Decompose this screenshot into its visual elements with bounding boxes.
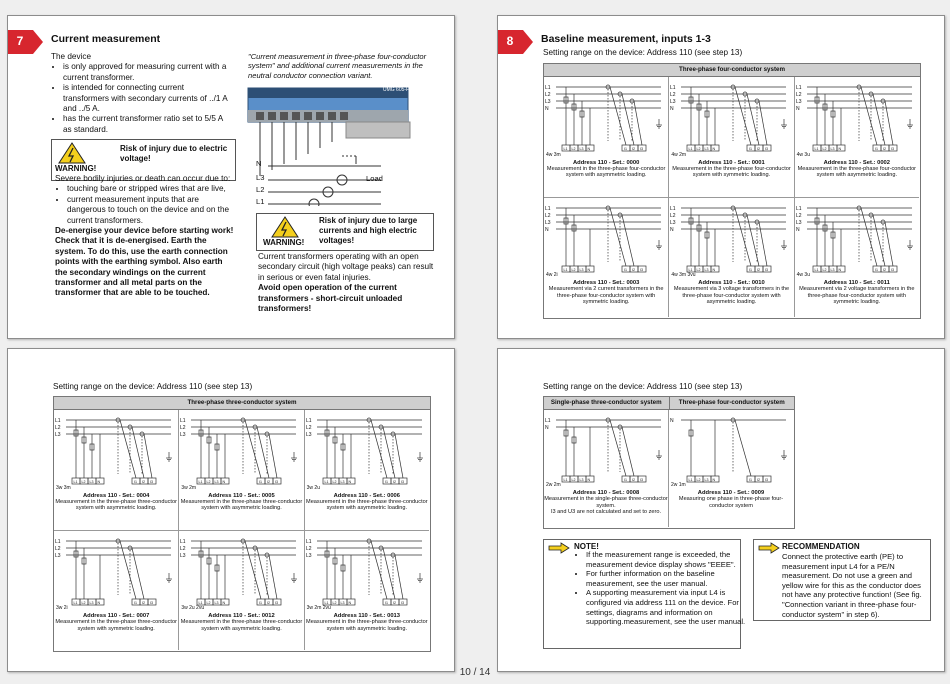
wire-label: L3 bbox=[256, 173, 265, 182]
terminal-label: L3 bbox=[704, 147, 709, 151]
line-label: L3 bbox=[305, 552, 312, 559]
terminal-label: I2 bbox=[142, 600, 145, 605]
line-label: L3 bbox=[795, 99, 802, 105]
terminal-label: L1 bbox=[563, 147, 568, 151]
line-label: L2 bbox=[55, 425, 61, 431]
terminal-label: N bbox=[222, 480, 226, 484]
terminal-label: I2 bbox=[267, 600, 271, 605]
wiring-code: 3w 2m 2vu bbox=[306, 605, 331, 611]
wiring-diagram bbox=[669, 79, 792, 159]
terminal-label: I2 bbox=[632, 147, 635, 151]
terminal-label: N bbox=[97, 600, 101, 605]
wiring-grid bbox=[54, 410, 430, 651]
terminal-label: I3 bbox=[150, 600, 153, 605]
wiring-table bbox=[543, 63, 921, 319]
terminal-label: I1 bbox=[624, 147, 627, 151]
line-label: L1 bbox=[795, 85, 802, 91]
wiring-cell bbox=[795, 198, 919, 318]
terminal-label: I3 bbox=[765, 478, 768, 482]
address-setting: Address 110 - Set.: 0007 bbox=[82, 613, 150, 619]
wiring-code: 3w 2i bbox=[56, 605, 68, 611]
terminal-label: L2 bbox=[332, 600, 337, 605]
wiring-cell bbox=[669, 198, 794, 318]
terminal-label: L1 bbox=[688, 267, 693, 272]
line-label: L3 bbox=[795, 219, 802, 226]
line-label: L2 bbox=[180, 545, 186, 552]
terminal-label: I1 bbox=[874, 267, 878, 272]
manual-page-9 bbox=[7, 348, 455, 672]
line-label: L3 bbox=[670, 99, 676, 105]
manual-page-7 bbox=[7, 15, 455, 339]
page-number: 10 / 14 bbox=[459, 667, 491, 678]
wiring-cell bbox=[544, 198, 669, 318]
line-label: L1 bbox=[545, 85, 551, 91]
terminal-label: L1 bbox=[198, 480, 203, 484]
wiring-diagram bbox=[795, 200, 918, 280]
terminal-label: I3 bbox=[640, 267, 643, 272]
terminal-label: I1 bbox=[134, 600, 137, 605]
terminal-label: I2 bbox=[392, 480, 396, 484]
terminal-label: L2 bbox=[81, 480, 86, 484]
note-list bbox=[574, 550, 746, 627]
terminal-label: L3 bbox=[89, 600, 94, 605]
terminal-label: I1 bbox=[749, 478, 752, 482]
setting-range-text: Setting range on the device: Address 110 (see step 13) bbox=[543, 382, 743, 391]
wiring-cell bbox=[305, 410, 429, 531]
wiring-cell bbox=[544, 410, 669, 527]
terminal-label: L3 bbox=[340, 600, 345, 605]
terminal-label: N bbox=[348, 480, 351, 484]
address-setting: Address 110 - Set.: 0005 bbox=[208, 492, 275, 499]
line-label: L1 bbox=[795, 205, 802, 212]
terminal-label: I2 bbox=[757, 478, 760, 482]
wiring-caption bbox=[795, 280, 919, 306]
address-setting: Address 110 - Set.: 0002 bbox=[823, 159, 891, 166]
wiring-code: 3w 2u 2vu bbox=[181, 605, 205, 611]
terminal-label: L3 bbox=[579, 267, 584, 272]
terminal-label: I3 bbox=[400, 480, 404, 484]
terminal-label: L3 bbox=[830, 267, 835, 272]
wiring-code: 4w 3m bbox=[546, 151, 561, 158]
warning-body: Severe bodily injuries or death can occur due to: bbox=[55, 174, 231, 183]
line-label: N bbox=[545, 226, 549, 233]
line-label: L3 bbox=[180, 432, 186, 438]
terminal-label: I2 bbox=[632, 267, 635, 272]
wiring-extra-note: I3 and U3 are not calculated and set to zero. bbox=[550, 509, 662, 516]
terminal-label: N bbox=[587, 267, 591, 272]
line-label: L1 bbox=[55, 538, 61, 545]
wire-label: L2 bbox=[256, 185, 265, 194]
table-header: Three-phase four-conductor system bbox=[544, 64, 920, 77]
wiring-caption bbox=[179, 613, 303, 632]
wiring-diagram bbox=[544, 200, 667, 280]
wiring-diagram bbox=[795, 79, 918, 159]
terminal-label: L3 bbox=[579, 147, 584, 151]
wiring-grid bbox=[544, 410, 794, 528]
wiring-code: 4w 3m 3vu bbox=[671, 272, 696, 278]
list-item: • For further information on the baseline measurement, see the user manual. bbox=[586, 569, 746, 588]
wire-label: N bbox=[256, 159, 262, 168]
terminal-label: I1 bbox=[874, 147, 878, 151]
terminal-label: L2 bbox=[81, 600, 86, 605]
setting-range-text: Setting range on the device: Address 110 (see step 13) bbox=[53, 382, 253, 391]
list-item: • is only approved for measuring current with a current transformer. bbox=[63, 62, 231, 83]
step-badge bbox=[7, 30, 45, 54]
warning-instruction: De-energise your device before starting work! Check that it is de-energised. Earth the system. To do this, use the earth connection points with the earthing symbol. Also earth the secondary windings on the current transformer and all metal parts on the transformer that are able to be touched. bbox=[55, 226, 234, 298]
terminal-label: I1 bbox=[749, 147, 753, 151]
table-header-left: Single-phase three-conductor system bbox=[544, 397, 670, 410]
terminal-label: N bbox=[838, 147, 841, 151]
terminal-label: L3 bbox=[704, 478, 709, 482]
manual-page-10 bbox=[497, 348, 945, 672]
terminal-label: I3 bbox=[765, 267, 769, 272]
terminal-label: N bbox=[222, 600, 226, 605]
wiring-description: Measurement in the three-phase three-conductor system with asymmetric loading. bbox=[306, 498, 428, 512]
wiring-diagram bbox=[305, 533, 428, 613]
wiring-diagram bbox=[544, 412, 667, 490]
line-label: L1 bbox=[55, 418, 61, 424]
list-item: • has the current transformer ratio set to 5/5 A as standard. bbox=[63, 114, 231, 135]
terminal-label: I3 bbox=[150, 480, 153, 484]
address-setting: Address 110 - Set.: 0013 bbox=[333, 613, 401, 619]
terminal-label: L2 bbox=[822, 147, 827, 151]
wiring-table bbox=[53, 396, 431, 652]
terminal-label: I1 bbox=[134, 480, 137, 484]
wiring-code: 3w 3m bbox=[56, 484, 71, 491]
wiring-description: Measurement in the single-phase three-conductor system. bbox=[544, 496, 668, 509]
wiring-cell bbox=[669, 77, 794, 198]
terminal-label: L2 bbox=[696, 267, 701, 272]
wiring-cell bbox=[669, 410, 793, 527]
wiring-code: 4w 3u bbox=[796, 151, 810, 158]
terminal-label: I2 bbox=[757, 267, 761, 272]
address-setting: Address 110 - Set.: 0003 bbox=[572, 280, 640, 286]
line-label: L3 bbox=[305, 432, 312, 438]
address-setting: Address 110 - Set.: 0012 bbox=[208, 613, 275, 619]
wiring-diagram bbox=[305, 412, 428, 492]
load-label: Load bbox=[366, 174, 383, 183]
step-number: 7 bbox=[16, 34, 24, 48]
wiring-caption bbox=[669, 490, 793, 509]
wiring-description: Measurement in the three-phase three-conductor system with asymmetric loading. bbox=[306, 619, 428, 632]
list-item: • is intended for connecting current transformers with secondary currents of ../1 A and ../5 A. bbox=[63, 83, 231, 114]
terminal-label: L1 bbox=[73, 480, 78, 484]
address-setting: Address 110 - Set.: 0010 bbox=[698, 280, 765, 286]
recommendation-label: RECOMMENDATION bbox=[782, 542, 860, 551]
device-intro-block bbox=[51, 52, 231, 135]
wiring-description: Measurement in the three-phase four-conductor system with asymmetric loading. bbox=[546, 165, 666, 179]
terminal-label: L2 bbox=[332, 480, 337, 484]
terminal-label: N bbox=[97, 480, 101, 484]
line-label: L1 bbox=[180, 538, 186, 545]
wiring-caption bbox=[544, 280, 668, 306]
wiring-code: 3w 2m bbox=[181, 484, 197, 491]
page-title: Baseline measurement, inputs 1-3 bbox=[541, 33, 711, 45]
page-title: Current measurement bbox=[51, 33, 161, 45]
terminal-label: I2 bbox=[632, 478, 635, 482]
line-label: L1 bbox=[670, 205, 676, 212]
terminal-label: L2 bbox=[206, 600, 211, 605]
list-item: • current measurement inputs that are dangerous to touch on the device and on the current transformers. bbox=[67, 195, 237, 226]
wiring-grid bbox=[544, 77, 920, 318]
wiring-caption bbox=[305, 613, 429, 632]
line-label: L2 bbox=[670, 212, 676, 219]
terminal-label: L3 bbox=[704, 267, 709, 272]
device-intro: The device bbox=[51, 52, 92, 61]
wiring-code: 4w 3u bbox=[796, 272, 810, 278]
terminal-label: N bbox=[838, 267, 841, 272]
setting-range-text: Setting range on the device: Address 110 (see step 13) bbox=[543, 48, 743, 57]
line-label: L3 bbox=[545, 99, 551, 105]
list-item: • touching bare or stripped wires that are live, bbox=[67, 184, 237, 194]
wiring-caption bbox=[669, 280, 793, 306]
terminal-label: I1 bbox=[624, 267, 627, 272]
line-label: L2 bbox=[545, 92, 551, 98]
terminal-label: L1 bbox=[688, 478, 693, 482]
wiring-table bbox=[543, 396, 795, 529]
terminal-label: L3 bbox=[214, 600, 219, 605]
terminal-label: L2 bbox=[696, 147, 701, 151]
line-label: L2 bbox=[305, 545, 312, 552]
terminal-label: I2 bbox=[267, 480, 271, 484]
line-label: L1 bbox=[670, 85, 676, 91]
terminal-label: L2 bbox=[206, 480, 211, 484]
wiring-caption bbox=[544, 490, 668, 516]
wiring-diagram bbox=[669, 412, 792, 490]
address-setting: Address 110 - Set.: 0011 bbox=[823, 280, 890, 286]
terminal-label: I2 bbox=[882, 147, 886, 151]
address-setting: Address 110 - Set.: 0004 bbox=[82, 492, 150, 499]
terminal-label: I3 bbox=[890, 147, 894, 151]
line-label: L1 bbox=[545, 418, 551, 424]
terminal-label: I3 bbox=[765, 147, 769, 151]
warning-triangle-icon bbox=[58, 142, 86, 164]
warning-triangle-icon bbox=[271, 216, 299, 238]
line-label: L1 bbox=[545, 205, 551, 212]
address-setting: Address 110 - Set.: 0001 bbox=[698, 159, 765, 166]
terminal-label: I1 bbox=[749, 267, 753, 272]
wiring-code: 2w 2m bbox=[546, 482, 561, 488]
wiring-caption bbox=[795, 160, 919, 179]
terminal-label: L1 bbox=[73, 600, 78, 605]
step-badge bbox=[497, 30, 535, 54]
line-label: L2 bbox=[55, 545, 61, 552]
terminal-label: I3 bbox=[640, 478, 643, 482]
wiring-description: Measurement via 3 voltage transformers in the three-phase four-conductor system with asymmetric loading. bbox=[673, 286, 790, 306]
wiring-code: 4w 2m bbox=[671, 151, 687, 158]
warning-label: WARNING! bbox=[263, 238, 305, 247]
wiring-description: Measurement in the three-phase three-conductor system with asymmetric loading. bbox=[180, 498, 303, 512]
terminal-label: I1 bbox=[259, 600, 263, 605]
wiring-description: Measurement in the three-phase three-conductor system with asymmetric loading. bbox=[180, 619, 303, 632]
line-label: L2 bbox=[180, 425, 186, 431]
line-label: N bbox=[545, 425, 549, 431]
terminal-label: L2 bbox=[571, 478, 576, 482]
wiring-description: Measurement in the three-phase three-conductor system with asymmetric loading. bbox=[55, 498, 177, 512]
terminal-label: I3 bbox=[275, 600, 279, 605]
wiring-diagram bbox=[179, 412, 302, 492]
warning-body-block bbox=[55, 174, 237, 299]
address-setting: Address 110 - Set.: 0009 bbox=[697, 490, 765, 496]
terminal-label: L1 bbox=[198, 600, 203, 605]
terminal-label: N bbox=[712, 147, 716, 151]
wiring-cell bbox=[179, 410, 304, 531]
terminal-label: L3 bbox=[579, 478, 584, 482]
terminal-label: L3 bbox=[214, 480, 219, 484]
terminal-label: L2 bbox=[696, 478, 701, 482]
terminal-label: L1 bbox=[814, 147, 819, 151]
wiring-diagram bbox=[544, 79, 667, 159]
terminal-label: N bbox=[348, 600, 351, 605]
terminal-label: L1 bbox=[324, 600, 329, 605]
wiring-caption bbox=[544, 160, 668, 179]
terminal-label: I3 bbox=[640, 147, 643, 151]
line-label: N bbox=[795, 106, 800, 112]
terminal-label: I3 bbox=[890, 267, 894, 272]
terminal-label: L3 bbox=[89, 480, 94, 484]
wiring-caption bbox=[179, 493, 303, 512]
wiring-cell bbox=[179, 531, 304, 651]
figure-quote: "Current measurement in three-phase four-conductor system" and additional current measurements in the neutral conductor connection variant. bbox=[248, 52, 427, 80]
terminal-label: N bbox=[712, 267, 716, 272]
wiring-caption bbox=[669, 160, 793, 179]
table-header-right: Three-phase four-conductor system bbox=[670, 397, 795, 410]
wiring-description: Measurement via 2 voltage transformers in the three-phase four-conductor system with symmetric loading. bbox=[799, 286, 915, 306]
wiring-code: 3w 2u bbox=[306, 484, 320, 491]
note-box bbox=[543, 539, 746, 649]
line-label: L3 bbox=[670, 219, 676, 226]
wiring-cell bbox=[54, 531, 179, 651]
pointing-hand-icon bbox=[548, 542, 570, 554]
wiring-cell bbox=[305, 531, 429, 651]
line-label: L3 bbox=[55, 432, 61, 438]
line-label: L2 bbox=[670, 92, 676, 98]
warning-label: WARNING! bbox=[55, 164, 97, 173]
line-label: L1 bbox=[305, 538, 312, 545]
pointing-hand-icon bbox=[758, 542, 780, 554]
wire-label: L1 bbox=[256, 197, 265, 206]
step-number: 8 bbox=[506, 34, 514, 48]
line-label: L1 bbox=[180, 418, 186, 424]
current-measurement-figure bbox=[246, 86, 451, 206]
warning-body: Current transformers operating with an open secondary circuit (high voltage peaks) can result in serious or even fatal injuries. bbox=[258, 252, 434, 282]
line-label: L2 bbox=[795, 212, 802, 219]
terminal-label: L1 bbox=[814, 267, 819, 272]
terminal-label: N bbox=[587, 478, 591, 482]
terminal-label: I1 bbox=[384, 480, 388, 484]
address-setting: Address 110 - Set.: 0008 bbox=[572, 490, 640, 496]
line-label: L2 bbox=[305, 425, 312, 431]
terminal-label: I2 bbox=[392, 600, 396, 605]
list-item: • If the measurement range is exceeded, the measurement device display shows "EEEE". bbox=[586, 550, 746, 569]
line-label: L3 bbox=[545, 219, 551, 226]
terminal-label: I1 bbox=[259, 480, 263, 484]
terminal-label: L1 bbox=[324, 480, 329, 484]
terminal-label: I1 bbox=[384, 600, 388, 605]
wiring-diagram bbox=[54, 412, 177, 492]
line-label: L2 bbox=[795, 92, 802, 98]
line-label: N bbox=[670, 418, 674, 424]
recommendation-box bbox=[753, 539, 931, 621]
recommendation-body: Connect the protective earth (PE) to measurement input L4 for a PE/N measurement. Do not use a green and yellow wire for this as the conductor does not have any protective function! (See fig. "Connection variant in three-phase four-conductor system" in step 6). bbox=[782, 552, 922, 619]
terminal-label: N bbox=[712, 478, 716, 482]
wiring-code: 2w 1m bbox=[671, 482, 686, 488]
address-setting: Address 110 - Set.: 0006 bbox=[333, 492, 401, 499]
terminal-label: N bbox=[587, 147, 591, 151]
line-label: L3 bbox=[55, 552, 61, 559]
list-item: • A supporting measurement via input L4 is configured via address 111 on the device. For settings, diagrams and information on supporting.measurement, see the user manual. bbox=[586, 588, 746, 626]
wiring-cell bbox=[544, 77, 669, 198]
wiring-description: Measurement in the three-phase three-conductor system with symmetric loading. bbox=[55, 619, 177, 632]
line-label: N bbox=[795, 226, 800, 233]
terminal-label: I3 bbox=[400, 600, 404, 605]
terminal-label: I3 bbox=[275, 480, 279, 484]
wiring-description: Measurement via 2 current transformers in the three-phase four-conductor system with symmetric loading. bbox=[548, 286, 664, 306]
terminal-label: I2 bbox=[882, 267, 886, 272]
address-setting: Address 110 - Set.: 0000 bbox=[572, 159, 640, 166]
table-header: Three-phase three-conductor system bbox=[54, 397, 430, 410]
terminal-label: L1 bbox=[688, 147, 693, 151]
line-label: N bbox=[670, 226, 674, 233]
terminal-label: I2 bbox=[757, 147, 761, 151]
terminal-label: I1 bbox=[624, 478, 627, 482]
wiring-diagram bbox=[669, 200, 792, 280]
warning2-body-block bbox=[258, 252, 438, 314]
wiring-caption bbox=[54, 613, 178, 632]
terminal-label: L1 bbox=[563, 478, 568, 482]
device-label: UMG 605-PRO bbox=[383, 87, 417, 93]
wiring-description: Measuring one phase in three-phase four-conductor system bbox=[678, 496, 784, 509]
terminal-label: L2 bbox=[822, 267, 827, 272]
terminal-label: L2 bbox=[571, 147, 576, 151]
line-label: N bbox=[670, 106, 674, 112]
wiring-description: Measurement in the three-phase four-conductor system with symmetric loading. bbox=[672, 165, 791, 179]
wiring-description: Measurement in the three-phase four-conductor system with asymmetric loading. bbox=[797, 165, 917, 179]
terminal-label: L2 bbox=[571, 267, 576, 272]
wiring-code: 4w 2i bbox=[546, 272, 558, 278]
wiring-cell bbox=[54, 410, 179, 531]
wiring-diagram bbox=[179, 533, 302, 613]
wiring-diagram bbox=[54, 533, 177, 613]
line-label: L2 bbox=[545, 212, 551, 219]
terminal-label: I2 bbox=[142, 480, 145, 484]
warning-box-current bbox=[256, 213, 434, 251]
line-label: N bbox=[545, 106, 549, 112]
wiring-caption bbox=[54, 493, 178, 512]
warning-instruction: Avoid open operation of the current transformers - short-circuit unloaded transformers! bbox=[258, 283, 403, 314]
manual-page-8 bbox=[497, 15, 945, 339]
wiring-cell bbox=[795, 77, 919, 198]
line-label: L3 bbox=[180, 552, 186, 559]
warning-heading: Risk of injury due to large currents and high electric voltages! bbox=[319, 216, 418, 245]
line-label: L1 bbox=[305, 418, 312, 424]
wiring-caption bbox=[305, 493, 429, 512]
terminal-label: L3 bbox=[340, 480, 345, 484]
terminal-label: L1 bbox=[563, 267, 568, 272]
warning-heading: Risk of injury due to electric voltage! bbox=[120, 144, 228, 163]
terminal-label: L3 bbox=[830, 147, 835, 151]
note-label: NOTE! bbox=[574, 542, 599, 551]
